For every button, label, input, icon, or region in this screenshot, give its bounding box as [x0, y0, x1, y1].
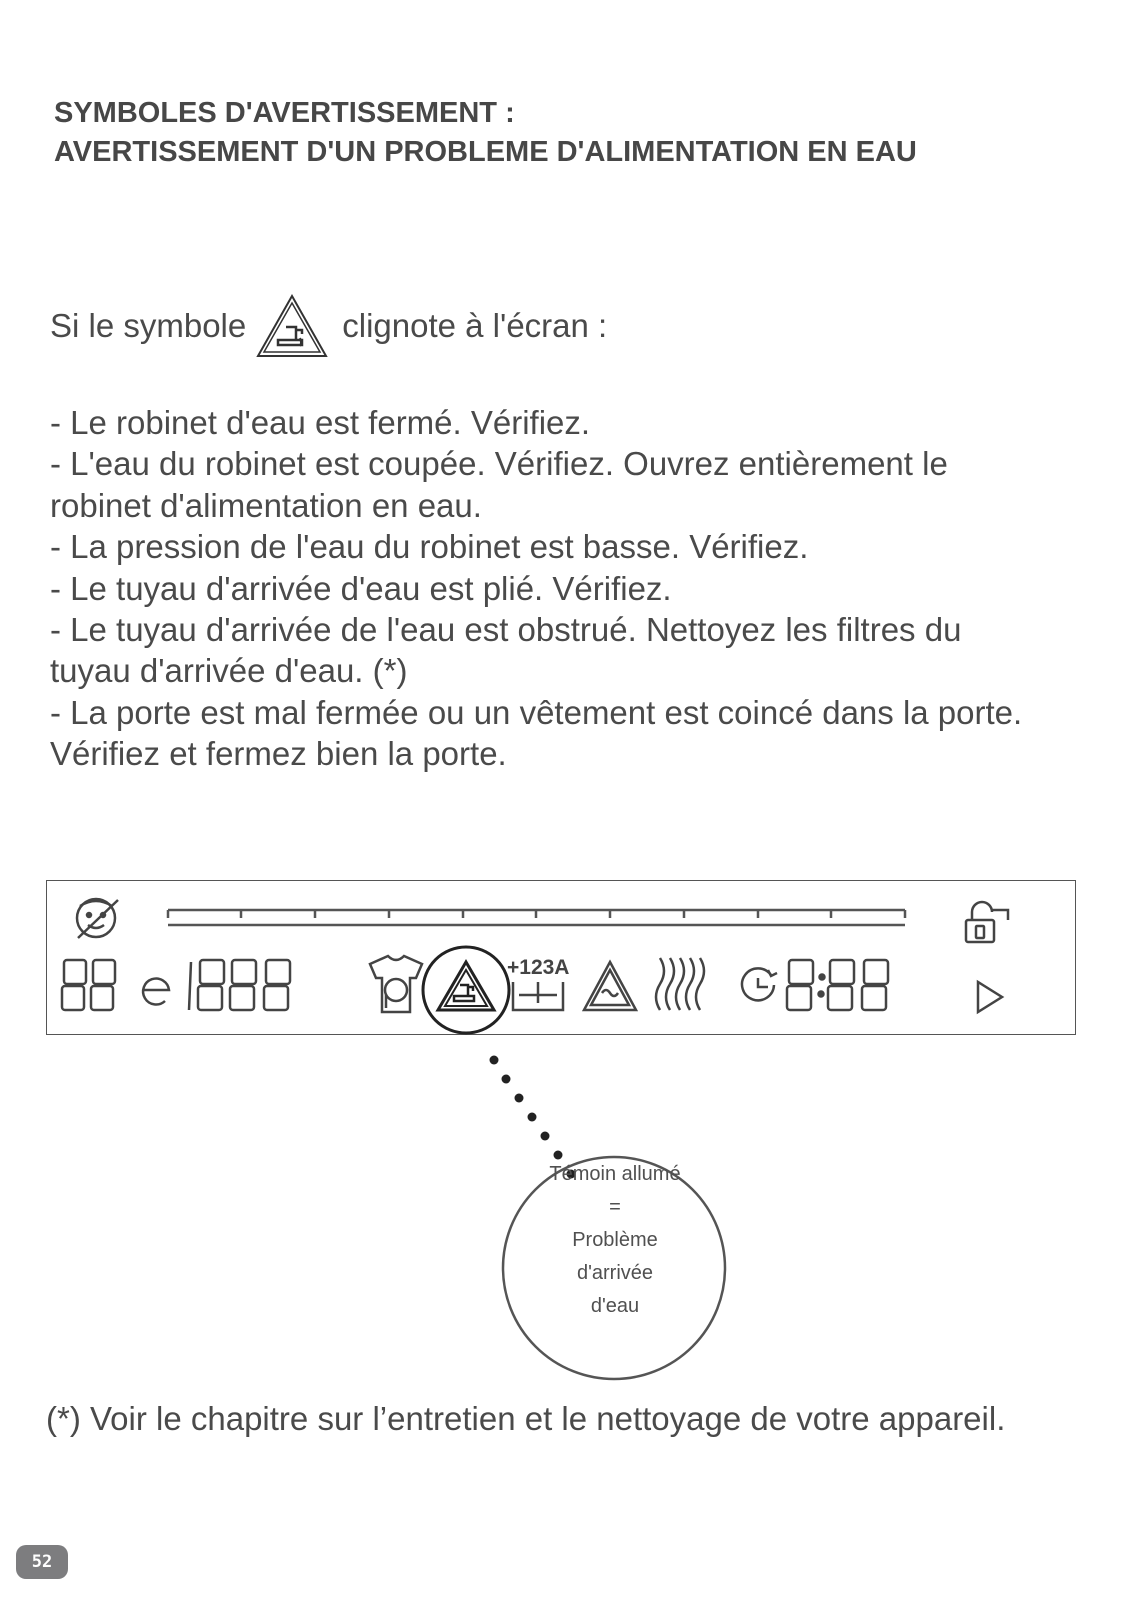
heading-line-1: SYMBOLES D'AVERTISSEMENT :	[54, 97, 515, 129]
intro-before-symbol: Si le symbole	[50, 307, 247, 344]
spin-speed-digits	[189, 960, 290, 1010]
rinse-badge: +123A	[507, 956, 570, 979]
cause-line: - Le robinet d'eau est fermé. Vérifiez.	[50, 404, 591, 441]
highlighted-water-warning-icon	[423, 947, 509, 1033]
start-play-icon	[978, 982, 1002, 1012]
intro-after-symbol: clignote à l'écran :	[342, 307, 608, 344]
cause-line: - L'eau du robinet est coupée. Vérifiez. Ouvrez entièrement le	[50, 445, 948, 483]
temperature-digits	[62, 960, 169, 1010]
door-lock-icon	[966, 902, 1008, 942]
callout-line-3: Problème	[572, 1229, 658, 1251]
footnote: (*) Voir le chapitre sur l’entretien et le nettoyage de votre appareil.	[46, 1400, 1006, 1437]
callout-line-5: d'eau	[590, 1295, 640, 1317]
extra-rinse-icon	[507, 956, 569, 1010]
steam-icon	[656, 958, 704, 1010]
cause-line: tuyau d'arrivée d'eau. (*)	[50, 652, 408, 690]
child-lock-face-icon	[77, 899, 118, 938]
progress-bar	[168, 910, 905, 925]
stain-shirt-icon	[370, 956, 422, 1012]
cause-line: - Le tuyau d'arrivée d'eau est plié. Vérifiez.	[50, 569, 672, 607]
page-number-badge: 52	[16, 1545, 68, 1579]
delay-timer-icon	[742, 968, 777, 1000]
callout-line-4: d'arrivée	[576, 1262, 654, 1284]
anti-crease-icon	[584, 962, 636, 1010]
cause-line: - Le tuyau d'arrivée de l'eau est obstrué. Nettoyez les filtres du	[50, 611, 962, 649]
cause-line: - La pression de l'eau du robinet est basse. Vérifiez.	[50, 528, 809, 566]
cause-line: robinet d'alimentation en eau.	[50, 486, 482, 524]
callout-label	[500, 1158, 730, 1323]
cause-line: - La porte est mal fermée ou un vêtement est coincé dans la porte.	[50, 693, 1023, 731]
time-digits	[787, 960, 888, 1010]
heading-line-2: AVERTISSEMENT D'UN PROBLEME D'ALIMENTATION EN EAU	[54, 136, 917, 168]
cause-line: Vérifiez et fermez bien la porte.	[50, 735, 507, 773]
callout-line-2: =	[609, 1196, 621, 1218]
callout-line-1: Témoin allumé	[549, 1163, 681, 1185]
